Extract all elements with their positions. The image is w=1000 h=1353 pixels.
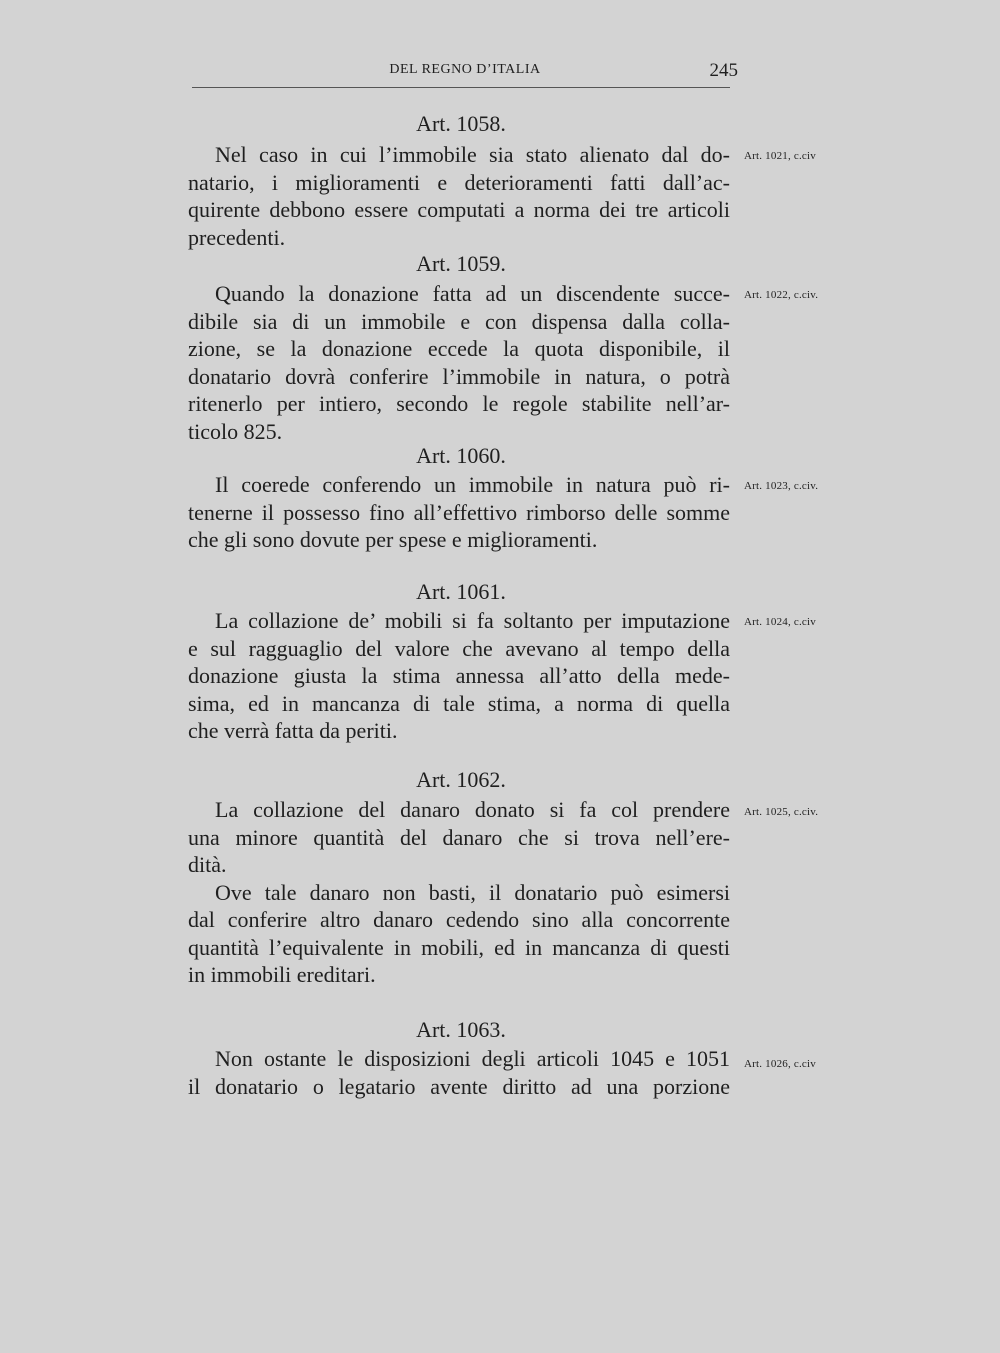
page-number: 245 (709, 60, 738, 81)
text-line: che verrà fatta da periti. (188, 718, 398, 743)
text-line: tenerne il possesso fino all’effettivo rimborso delle somme (188, 499, 730, 525)
text-line: ritenerlo per intiero, secondo le regole stabilite nell’ar- (188, 391, 730, 416)
article-text-1059 (188, 280, 730, 445)
margin-note-1059: Art. 1022, c.civ. (744, 289, 819, 301)
article-heading-1060: Art. 1060. (416, 443, 506, 468)
text-line: dibile sia di un immobile e con dispensa dalla colla- (188, 308, 730, 334)
text-line: il donatario o legatario avente diritto ad una porzione (188, 1073, 730, 1099)
article-heading-1059: Art. 1059. (416, 251, 506, 276)
text-line: La collazione de’ mobili si fa soltanto per imputazione (215, 608, 730, 633)
header-rule (192, 87, 730, 88)
text-line: dal conferire altro danaro cedendo sino alla concorrente (188, 907, 730, 932)
article-text-1058 (188, 141, 730, 251)
article-text-1062 (188, 796, 730, 989)
text-line: quirente debbono essere computati a norma dei tre articoli (188, 197, 730, 222)
article-heading-1063: Art. 1063. (416, 1017, 506, 1042)
text-line: sima, ed in mancanza di tale stima, a norma di quella (188, 690, 730, 716)
text-line: Il coerede conferendo un immobile in natura può ri- (215, 472, 730, 497)
text-line: natario, i miglioramenti e deterioramenti fatti dall’ac- (188, 169, 730, 195)
article-text-1060 (188, 471, 730, 554)
text-line: e sul ragguaglio del valore che avevano al tempo della (188, 635, 730, 661)
article-text-1063 (188, 1045, 730, 1100)
running-head: DEL REGNO D’ITALIA (389, 62, 541, 77)
text-line: Ove tale danaro non basti, il donatario può esimersi (215, 879, 730, 905)
text-line: Quando la donazione fatta ad un discendente succe- (215, 281, 730, 306)
margin-note-1058: Art. 1021, c.civ (744, 150, 816, 162)
article-heading-1058: Art. 1058. (416, 111, 506, 136)
margin-note-1062: Art. 1025, c.civ. (744, 806, 819, 818)
margin-note-1063: Art. 1026, c.civ (744, 1058, 816, 1070)
article-heading-1061: Art. 1061. (416, 579, 506, 604)
text-line: ticolo 825. (188, 418, 283, 444)
article-heading-1062: Art. 1062. (416, 767, 506, 792)
text-line: in immobili ereditari. (188, 962, 376, 987)
margin-note-1061: Art. 1024, c.civ (744, 616, 816, 628)
text-line: quantità l’equivalente in mobili, ed in mancanza di questi (188, 934, 730, 960)
text-line: Non ostante le disposizioni degli articoli 1045 e 1051 (215, 1046, 730, 1071)
text-line: dità. (188, 852, 227, 877)
text-line: che gli sono dovute per spese e miglioramenti. (188, 527, 598, 552)
text-line: una minore quantità del danaro che si trova nell’ere- (188, 824, 730, 850)
text-line: Nel caso in cui l’immobile sia stato alienato dal do- (215, 142, 730, 167)
margin-note-1060: Art. 1023, c.civ. (744, 480, 819, 492)
text-line: La collazione del danaro donato si fa col prendere (215, 797, 730, 822)
article-text-1061 (188, 607, 730, 745)
text-line: zione, se la donazione eccede la quota disponibile, il (188, 336, 730, 361)
text-line: precedenti. (188, 224, 286, 250)
text-line: donatario dovrà conferire l’immobile in natura, o potrà (188, 363, 730, 389)
text-line: donazione giusta la stima annessa all’atto della mede- (188, 663, 730, 688)
